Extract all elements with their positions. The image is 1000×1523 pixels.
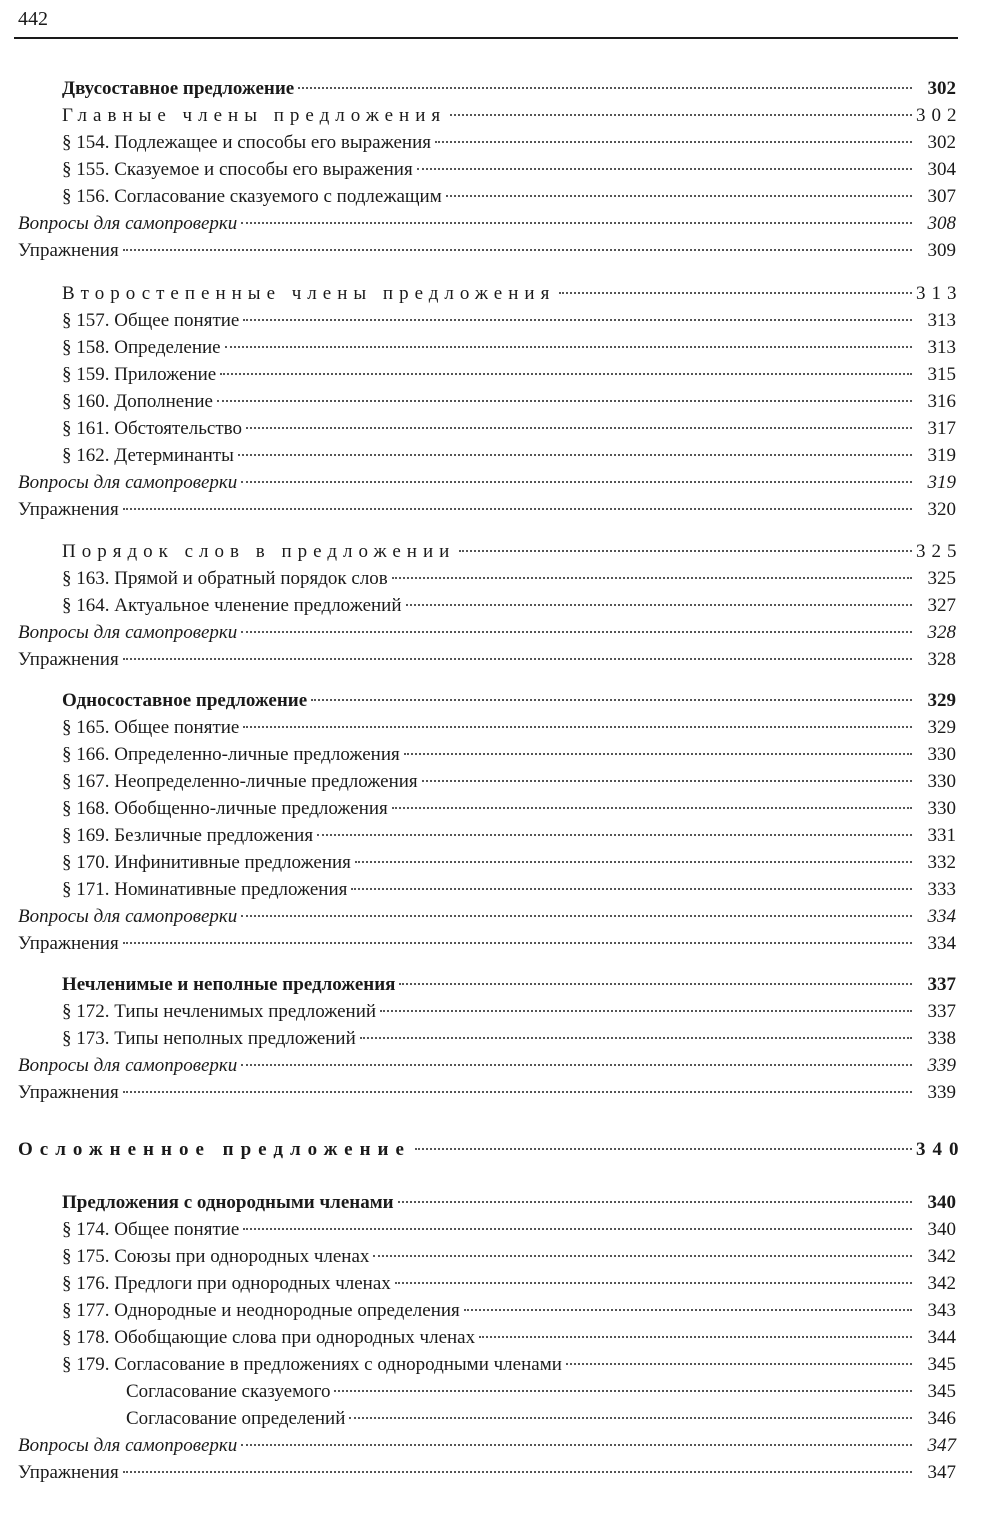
toc-leader-dots xyxy=(398,1201,912,1203)
toc-entry-page: 343 xyxy=(927,1300,956,1321)
toc-entry-page: 302 xyxy=(916,105,963,126)
toc-leader-dots xyxy=(395,1282,912,1284)
toc-entry-title: § 154. Подлежащее и способы его выражения xyxy=(62,132,431,153)
toc-leader-dots xyxy=(446,195,912,197)
toc-leader-dots xyxy=(355,861,912,863)
toc-entry-paragraph xyxy=(62,1025,956,1052)
toc-leader-dots xyxy=(380,1010,912,1012)
toc-entry-title: § 177. Однородные и неоднородные определения xyxy=(62,1300,460,1321)
toc-entry-subsection-heading xyxy=(62,280,963,307)
toc-entry-paragraph xyxy=(62,849,956,876)
toc-entry-paragraph xyxy=(62,334,956,361)
toc-entry-paragraph xyxy=(62,741,956,768)
toc-entry-paragraph xyxy=(62,1216,956,1243)
toc-entry-section-heading xyxy=(62,687,956,714)
toc-entry-title: § 165. Общее понятие xyxy=(62,717,240,738)
toc-entry-page: 332 xyxy=(927,852,956,873)
toc-leader-dots xyxy=(298,87,912,89)
toc-leader-dots xyxy=(123,1091,912,1093)
toc-entry-title: Вопросы для самопроверки xyxy=(18,1435,238,1456)
toc-entry-page: 309 xyxy=(927,240,956,261)
toc-entry-title: Упражнения xyxy=(18,1082,119,1103)
toc-leader-dots xyxy=(220,373,912,375)
toc-entry-section-heading xyxy=(62,1189,956,1216)
toc-entry-title: § 155. Сказуемое и способы его выражения xyxy=(62,159,413,180)
toc-leader-dots xyxy=(317,834,912,836)
toc-leader-dots xyxy=(238,454,912,456)
toc-entry-title: § 163. Прямой и обратный порядок слов xyxy=(62,568,388,589)
toc-leader-dots xyxy=(450,114,912,116)
toc-entry-page: 319 xyxy=(927,472,956,493)
toc-entry-title: § 161. Обстоятельство xyxy=(62,418,242,439)
toc-entry-title: § 173. Типы неполных предложений xyxy=(62,1028,356,1049)
toc-entry-title: § 170. Инфинитивные предложения xyxy=(62,852,351,873)
toc-entry-self-check xyxy=(18,1432,956,1459)
toc-entry-page: 331 xyxy=(927,825,956,846)
toc-entry-title: Второстепенные члены предложения xyxy=(62,283,556,304)
toc-leader-dots xyxy=(351,888,912,890)
toc-entry-page: 339 xyxy=(927,1082,956,1103)
toc-entry-paragraph xyxy=(62,565,956,592)
toc-entry-page: 319 xyxy=(927,445,956,466)
toc-entry-title: § 157. Общее понятие xyxy=(62,310,240,331)
toc-entry-page: 313 xyxy=(916,283,963,304)
toc-entry-title: § 178. Обобщающие слова при однородных членах xyxy=(62,1327,476,1348)
toc-leader-dots xyxy=(373,1255,912,1257)
toc-leader-dots xyxy=(241,481,912,483)
toc-entry-page: 315 xyxy=(927,364,956,385)
toc-entry-page: 338 xyxy=(927,1028,956,1049)
toc-entry-page: 320 xyxy=(927,499,956,520)
toc-entry-self-check xyxy=(18,1052,956,1079)
toc-entry-self-check xyxy=(18,469,956,496)
toc-entry-title: Согласование определений xyxy=(126,1408,346,1429)
toc-entry-exercises xyxy=(18,237,956,264)
toc-entry-subparagraph xyxy=(126,1405,956,1432)
toc-entry-page: 317 xyxy=(927,418,956,439)
toc-leader-dots xyxy=(123,658,912,660)
toc-entry-title: Вопросы для самопроверки xyxy=(18,213,238,234)
toc-leader-dots xyxy=(241,222,912,224)
toc-entry-title: § 164. Актуальное членение предложений xyxy=(62,595,402,616)
toc-entry-page: 325 xyxy=(927,568,956,589)
header-rule xyxy=(14,37,958,39)
toc-leader-dots xyxy=(479,1336,912,1338)
toc-leader-dots xyxy=(243,726,912,728)
toc-entry-title: Порядок слов в предложении xyxy=(62,541,456,562)
toc-entry-page: 330 xyxy=(927,798,956,819)
toc-entry-page: 329 xyxy=(927,690,956,711)
toc-entry-subsection-heading xyxy=(62,102,963,129)
toc-entry-paragraph xyxy=(62,592,956,619)
toc-entry-page: 337 xyxy=(927,1001,956,1022)
toc-entry-section-heading xyxy=(62,75,956,102)
toc-entry-title: Вопросы для самопроверки xyxy=(18,622,238,643)
toc-entry-title: Предложения с однородными членами xyxy=(62,1192,394,1213)
toc-leader-dots xyxy=(349,1417,912,1419)
toc-leader-dots xyxy=(243,1228,912,1230)
toc-leader-dots xyxy=(404,753,912,755)
toc-entry-paragraph xyxy=(62,361,956,388)
toc-leader-dots xyxy=(123,1471,912,1473)
toc-leader-dots xyxy=(559,292,912,294)
toc-entry-paragraph xyxy=(62,1351,956,1378)
toc-entry-paragraph xyxy=(62,1243,956,1270)
toc-entry-page: 304 xyxy=(927,159,956,180)
toc-entry-page: 342 xyxy=(927,1246,956,1267)
toc-entry-page: 342 xyxy=(927,1273,956,1294)
toc-leader-dots xyxy=(241,1444,912,1446)
toc-leader-dots xyxy=(241,915,912,917)
toc-entry-exercises xyxy=(18,646,956,673)
toc-leader-dots xyxy=(243,319,912,321)
toc-entry-paragraph xyxy=(62,415,956,442)
toc-entry-paragraph xyxy=(62,876,956,903)
toc-entry-page: 313 xyxy=(927,337,956,358)
toc-entry-page: 347 xyxy=(927,1462,956,1483)
toc-entry-paragraph xyxy=(62,442,956,469)
toc-entry-title: § 172. Типы нечленимых предложений xyxy=(62,1001,377,1022)
toc-entry-self-check xyxy=(18,619,956,646)
toc-entry-paragraph xyxy=(62,714,956,741)
toc-entry-title: § 162. Детерминанты xyxy=(62,445,234,466)
toc-entry-title: Согласование сказуемого xyxy=(126,1381,331,1402)
toc-entry-title: § 169. Безличные предложения xyxy=(62,825,314,846)
toc-entry-page: 340 xyxy=(916,1139,966,1160)
toc-entry-subsection-heading xyxy=(62,538,963,565)
toc-entry-title: Вопросы для самопроверки xyxy=(18,906,238,927)
toc-entry-page: 329 xyxy=(927,717,956,738)
toc-leader-dots xyxy=(217,400,912,402)
toc-leader-dots xyxy=(566,1363,912,1365)
toc-entry-page: 308 xyxy=(927,213,956,234)
toc-leader-dots xyxy=(392,807,912,809)
toc-entry-page: 307 xyxy=(927,186,956,207)
toc-leader-dots xyxy=(123,508,912,510)
toc-entry-title: § 175. Союзы при однородных членах xyxy=(62,1246,370,1267)
toc-entry-page: 345 xyxy=(927,1381,956,1402)
toc-entry-title: § 160. Дополнение xyxy=(62,391,213,412)
toc-entry-exercises xyxy=(18,1459,956,1486)
toc-leader-dots xyxy=(422,780,912,782)
toc-entry-chapter-heading xyxy=(18,1136,966,1163)
toc-entry-paragraph xyxy=(62,998,956,1025)
toc-entry-page: 344 xyxy=(927,1327,956,1348)
toc-entry-paragraph xyxy=(62,768,956,795)
toc-leader-dots xyxy=(392,577,912,579)
toc-leader-dots xyxy=(459,550,912,552)
toc-entry-self-check xyxy=(18,210,956,237)
toc-entry-page: 334 xyxy=(927,933,956,954)
toc-entry-title: Главные члены предложения xyxy=(62,105,447,126)
toc-entry-title: Односоставное предложение xyxy=(62,690,308,711)
toc-entry-title: § 174. Общее понятие xyxy=(62,1219,240,1240)
toc-entry-section-heading xyxy=(62,971,956,998)
toc-entry-title: Упражнения xyxy=(18,499,119,520)
toc-entry-page: 313 xyxy=(927,310,956,331)
toc-entry-title: Вопросы для самопроверки xyxy=(18,1055,238,1076)
toc-entry-self-check xyxy=(18,903,956,930)
toc-entry-title: Осложненное предложение xyxy=(18,1139,411,1160)
toc-leader-dots xyxy=(334,1390,912,1392)
toc-leader-dots xyxy=(123,249,912,251)
toc-entry-page: 347 xyxy=(927,1435,956,1456)
toc-leader-dots xyxy=(225,346,912,348)
toc-entry-page: 302 xyxy=(927,132,956,153)
toc-entry-page: 330 xyxy=(927,771,956,792)
toc-leader-dots xyxy=(360,1037,912,1039)
toc-entry-paragraph xyxy=(62,183,956,210)
toc-leader-dots xyxy=(241,631,912,633)
toc-entry-page: 302 xyxy=(927,78,956,99)
toc-leader-dots xyxy=(123,942,912,944)
toc-entry-page: 340 xyxy=(927,1219,956,1240)
toc-entry-page: 333 xyxy=(927,879,956,900)
toc-entry-exercises xyxy=(18,496,956,523)
toc-entry-page: 327 xyxy=(927,595,956,616)
toc-entry-title: Вопросы для самопроверки xyxy=(18,472,238,493)
toc-entry-page: 316 xyxy=(927,391,956,412)
toc-entry-title: Упражнения xyxy=(18,240,119,261)
toc-leader-dots xyxy=(406,604,912,606)
toc-entry-page: 346 xyxy=(927,1408,956,1429)
toc-leader-dots xyxy=(311,699,912,701)
toc-leader-dots xyxy=(399,983,912,985)
toc-entry-paragraph xyxy=(62,388,956,415)
toc-entry-paragraph xyxy=(62,1297,956,1324)
toc-entry-paragraph xyxy=(62,795,956,822)
page-number: 442 xyxy=(18,8,48,30)
toc-entry-title: Двусоставное предложение xyxy=(62,78,295,99)
toc-leader-dots xyxy=(464,1309,912,1311)
toc-entry-paragraph xyxy=(62,129,956,156)
toc-entry-page: 339 xyxy=(927,1055,956,1076)
toc-entry-page: 337 xyxy=(927,974,956,995)
toc-entry-title: § 166. Определенно-личные предложения xyxy=(62,744,400,765)
toc-entry-title: Упражнения xyxy=(18,649,119,670)
toc-entry-page: 328 xyxy=(927,649,956,670)
toc-entry-title: § 171. Номинативные предложения xyxy=(62,879,348,900)
toc-entry-page: 325 xyxy=(916,541,963,562)
toc-entry-title: Упражнения xyxy=(18,1462,119,1483)
toc-entry-subparagraph xyxy=(126,1378,956,1405)
toc-entry-page: 330 xyxy=(927,744,956,765)
toc-entry-page: 334 xyxy=(927,906,956,927)
toc-entry-page: 340 xyxy=(927,1192,956,1213)
toc-leader-dots xyxy=(435,141,912,143)
toc-leader-dots xyxy=(241,1064,912,1066)
toc-leader-dots xyxy=(415,1148,912,1150)
toc-entry-page: 328 xyxy=(927,622,956,643)
toc-leader-dots xyxy=(246,427,912,429)
toc-entry-paragraph xyxy=(62,1270,956,1297)
toc-entry-title: § 167. Неопределенно-личные предложения xyxy=(62,771,418,792)
toc-entry-paragraph xyxy=(62,1324,956,1351)
toc-entry-title: § 168. Обобщенно-личные предложения xyxy=(62,798,388,819)
toc-entry-exercises xyxy=(18,1079,956,1106)
toc-entry-exercises xyxy=(18,930,956,957)
toc-entry-paragraph xyxy=(62,156,956,183)
toc-entry-title: § 176. Предлоги при однородных членах xyxy=(62,1273,391,1294)
toc-entry-page: 345 xyxy=(927,1354,956,1375)
toc-entry-paragraph xyxy=(62,822,956,849)
toc-entry-title: § 179. Согласование в предложениях с однородными членами xyxy=(62,1354,562,1375)
toc-entry-title: Нечленимые и неполные предложения xyxy=(62,974,396,995)
toc-entry-paragraph xyxy=(62,307,956,334)
toc-entry-title: § 156. Согласование сказуемого с подлежащим xyxy=(62,186,442,207)
toc-leader-dots xyxy=(417,168,912,170)
toc-entry-title: § 158. Определение xyxy=(62,337,221,358)
toc-entry-title: Упражнения xyxy=(18,933,119,954)
toc-entry-title: § 159. Приложение xyxy=(62,364,217,385)
